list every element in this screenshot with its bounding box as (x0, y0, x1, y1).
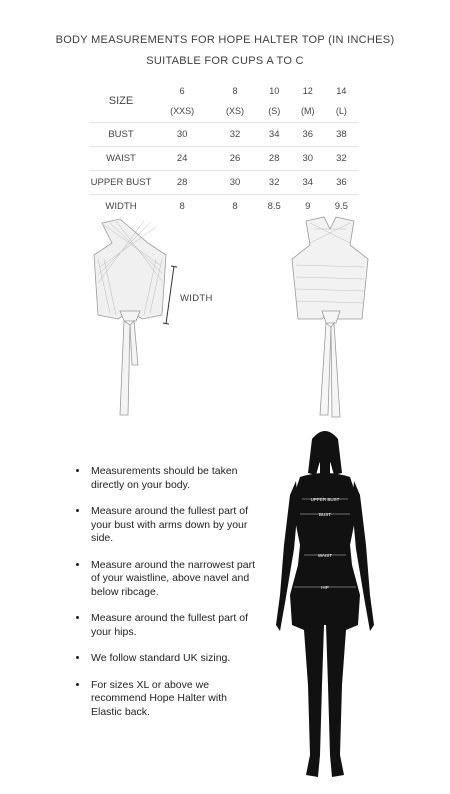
table-cell: 30 (152, 123, 212, 147)
size-number: 10 (269, 86, 280, 96)
size-col (152, 80, 212, 123)
row-label: BUST (90, 123, 152, 147)
size-code: (XS) (225, 106, 244, 116)
list-item: • Measurements should be taken directly on your body. (89, 465, 259, 492)
size-number: 6 (179, 86, 185, 96)
table-cell: 8.5 (267, 201, 281, 212)
table-cell: 36 (291, 123, 325, 147)
table-cell: 26 (212, 147, 257, 171)
table-cell: 9 (305, 201, 311, 212)
page-title: BODY MEASUREMENTS FOR HOPE HALTER TOP (IN INCHES) (55, 34, 395, 46)
table-row (90, 147, 358, 171)
table-cell: 34 (291, 171, 325, 195)
upper-bust-label: UPPER BUST (310, 497, 340, 502)
list-item: • Measure around the fullest part of your bust with arms down by your side. (89, 505, 259, 546)
body-silhouette (270, 425, 380, 787)
table-cell: 8 (232, 201, 238, 212)
size-col (212, 80, 257, 123)
size-number: 12 (302, 86, 313, 96)
table-cell: 30 (212, 171, 257, 195)
width-label: WIDTH (180, 293, 213, 304)
page-subtitle: SUITABLE FOR CUPS A TO C (146, 55, 304, 67)
size-number: 14 (336, 86, 347, 96)
size-col (291, 80, 325, 123)
size-code: (S) (268, 106, 281, 116)
measurement-notes (77, 465, 259, 732)
size-col (258, 80, 291, 123)
size-header-row (90, 80, 358, 123)
table-row (90, 171, 358, 195)
hip-label: HIP (321, 585, 329, 590)
table-cell: 28 (258, 147, 291, 171)
row-label: UPPER BUST (90, 171, 152, 195)
size-col (325, 80, 358, 123)
table-cell: 36 (325, 171, 358, 195)
list-item: • We follow standard UK sizing. (89, 652, 259, 666)
list-item: • For sizes XL or above we recommend Hope Halter with Elastic back. (89, 679, 259, 720)
table-cell: 28 (152, 171, 212, 195)
list-item: • Measure around the narrowest part of your waistline, above navel and below ribcage. (89, 559, 259, 600)
halter-back-sketch (280, 215, 380, 425)
table-cell: 32 (212, 123, 257, 147)
table-cell: 38 (325, 123, 358, 147)
list-item: • Measure around the fullest part of your hips. (89, 612, 259, 639)
table-cell: 32 (258, 171, 291, 195)
table-cell: 32 (325, 147, 358, 171)
waist-label: WAIST (317, 553, 333, 558)
table-cell: 8 (179, 201, 185, 212)
row-label: WIDTH (105, 201, 137, 212)
size-table (90, 80, 358, 218)
table-cell: 30 (291, 147, 325, 171)
table-row (90, 123, 358, 147)
table-cell: 24 (152, 147, 212, 171)
size-code: (L) (335, 106, 347, 116)
table-cell: 34 (258, 123, 291, 147)
row-label: WAIST (90, 147, 152, 171)
width-measure-arrow (160, 262, 180, 328)
size-label: SIZE (90, 80, 152, 123)
size-code: (XXS) (170, 106, 195, 116)
size-number: 8 (232, 86, 238, 96)
size-code: (M) (301, 106, 315, 116)
table-cell: 9.5 (334, 201, 348, 212)
bust-label: BUST (318, 512, 332, 517)
